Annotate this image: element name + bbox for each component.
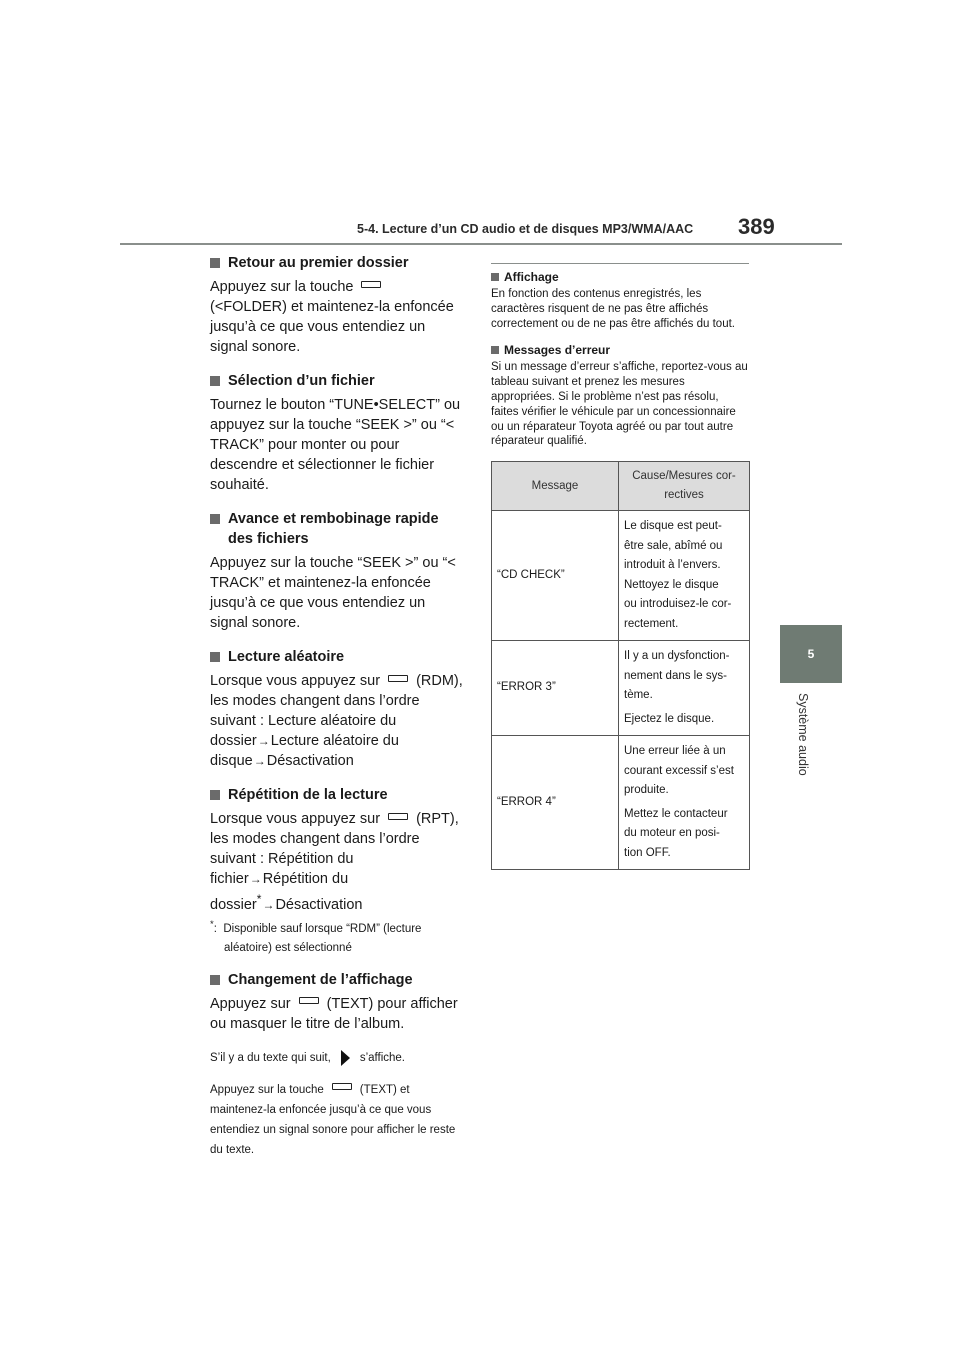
arrow-right-icon: →: [249, 872, 262, 886]
section-first-folder: [210, 253, 466, 357]
square-bullet-icon: [210, 514, 220, 524]
arrow-right-icon: →: [262, 897, 275, 912]
table-header: Cause/Mesures cor- rectives: [619, 462, 750, 511]
square-bullet-icon: [491, 273, 499, 281]
column-divider: [491, 263, 749, 264]
square-bullet-icon: [210, 975, 220, 985]
section-heading: Répétition de la lecture: [210, 785, 466, 805]
footnote: *: Disponible sauf lorsque “RDM” (lecture aléatoire) est sélectionné: [210, 918, 422, 954]
chapter-tab-label: Système audio: [796, 693, 810, 776]
section-text: En fonction des contenus enregistrés, les caractères risquent de ne pas être affichés correctement ou de ne pas être affichés du tout.: [491, 288, 735, 330]
square-bullet-icon: [491, 346, 499, 354]
error-table: [491, 461, 750, 870]
arrow-right-icon: →: [253, 754, 266, 768]
note-text: S’il y a du texte qui suit, s’affiche.: [210, 1048, 466, 1068]
section-heading: Messages d’erreur: [491, 343, 749, 358]
table-cell-message: “CD CHECK”: [492, 511, 619, 641]
table-row: [492, 511, 750, 641]
chapter-tab-number: 5: [780, 625, 842, 683]
section-heading: Changement de l’affichage: [210, 970, 466, 990]
table-cell-cause: Le disque est peut- être sale, abîmé ou introduit à l’envers. Nettoyez le disque ou introduisez-le cor- rectement.: [619, 511, 750, 641]
section-text: Tournez le bouton “TUNE•SELECT” ou appuyez sur la touche “SEEK >” ou “< TRACK” pour monter ou pour descendre et sélectionner le fichier souhaité.: [210, 397, 461, 493]
section-heading: Lecture aléatoire: [210, 647, 466, 667]
square-bullet-icon: [210, 652, 220, 662]
table-row: [492, 736, 750, 870]
section-text: Appuyez sur la touche(<FOLDER) et maintenez-la enfoncée jusqu’à ce que vous entendiez un signal sonore.: [210, 279, 454, 355]
square-bullet-icon: [210, 376, 220, 386]
section-display-change: [210, 970, 466, 1160]
right-column: [491, 263, 749, 870]
section-heading: Affichage: [491, 270, 749, 285]
table-cell-cause: Il y a un dysfonction- nement dans le sys- tème. Ejectez le disque.: [619, 641, 750, 736]
section-text: Appuyez sur la touche “SEEK >” ou “< TRACK” et maintenez-la enfoncée jusqu’à ce que vous entendiez un signal sonore.: [210, 555, 456, 631]
section-text: Lorsque vous appuyez sur (RPT), les modes changent dans l’ordre suivant : Répétition du fichier→Répétition du dossier*→Désactivation: [210, 811, 459, 913]
section-heading: Retour au premier dossier: [210, 253, 466, 273]
button-icon: [388, 813, 408, 820]
header-divider: [120, 243, 842, 245]
button-icon: [299, 997, 319, 1004]
scroll-arrow-icon: [341, 1050, 350, 1066]
section-random-play: [210, 647, 466, 771]
square-bullet-icon: [210, 790, 220, 800]
footnote-marker: *: [256, 892, 262, 906]
page-number: 389: [738, 214, 775, 239]
section-heading: Avance et rembobinage rapide des fichiers: [210, 509, 466, 549]
section-text: Si un message d’erreur s’affiche, reportez-vous au tableau suivant et prenez les mesures appropriées. Si le problème n’est pas résolu, faites vérifier le véhicule par un concessionnaire ou un réparateur Toyota agréé ou par tout autre réparateur qualifié.: [491, 361, 748, 448]
left-column: [210, 253, 466, 1174]
section-fast-forward: [210, 509, 466, 633]
section-text: Appuyez sur (TEXT) pour afficher ou masquer le titre de l’album.: [210, 995, 458, 1032]
square-bullet-icon: [210, 258, 220, 268]
table-cell-message: “ERROR 4”: [492, 736, 619, 870]
table-cell-cause: Une erreur liée à un courant excessif s’est produite. Mettez le contacteur du moteur en posi- tion OFF.: [619, 736, 750, 870]
section-heading: Sélection d’un fichier: [210, 371, 466, 391]
button-icon: [332, 1083, 352, 1090]
table-header-row: [492, 462, 750, 511]
arrow-right-icon: →: [257, 734, 270, 748]
table-header: Message: [492, 462, 619, 511]
section-title: 5-4. Lecture d’un CD audio et de disques MP3/WMA/AAC: [357, 222, 694, 236]
table-row: [492, 641, 750, 736]
section-file-selection: [210, 371, 466, 495]
button-icon: [388, 675, 408, 682]
button-icon: [361, 281, 381, 288]
section-repeat-play: [210, 785, 466, 958]
table-cell-message: “ERROR 3”: [492, 641, 619, 736]
note-text: Appuyez sur la touche (TEXT) et maintenez-la enfoncée jusqu’à ce que vous entendiez un signal sonore pour afficher le reste du texte.: [210, 1083, 456, 1156]
section-text: Lorsque vous appuyez sur (RDM), les modes changent dans l’ordre suivant : Lecture aléatoire du dossier→Lecture aléatoire du disque→Désactivation: [210, 673, 463, 769]
